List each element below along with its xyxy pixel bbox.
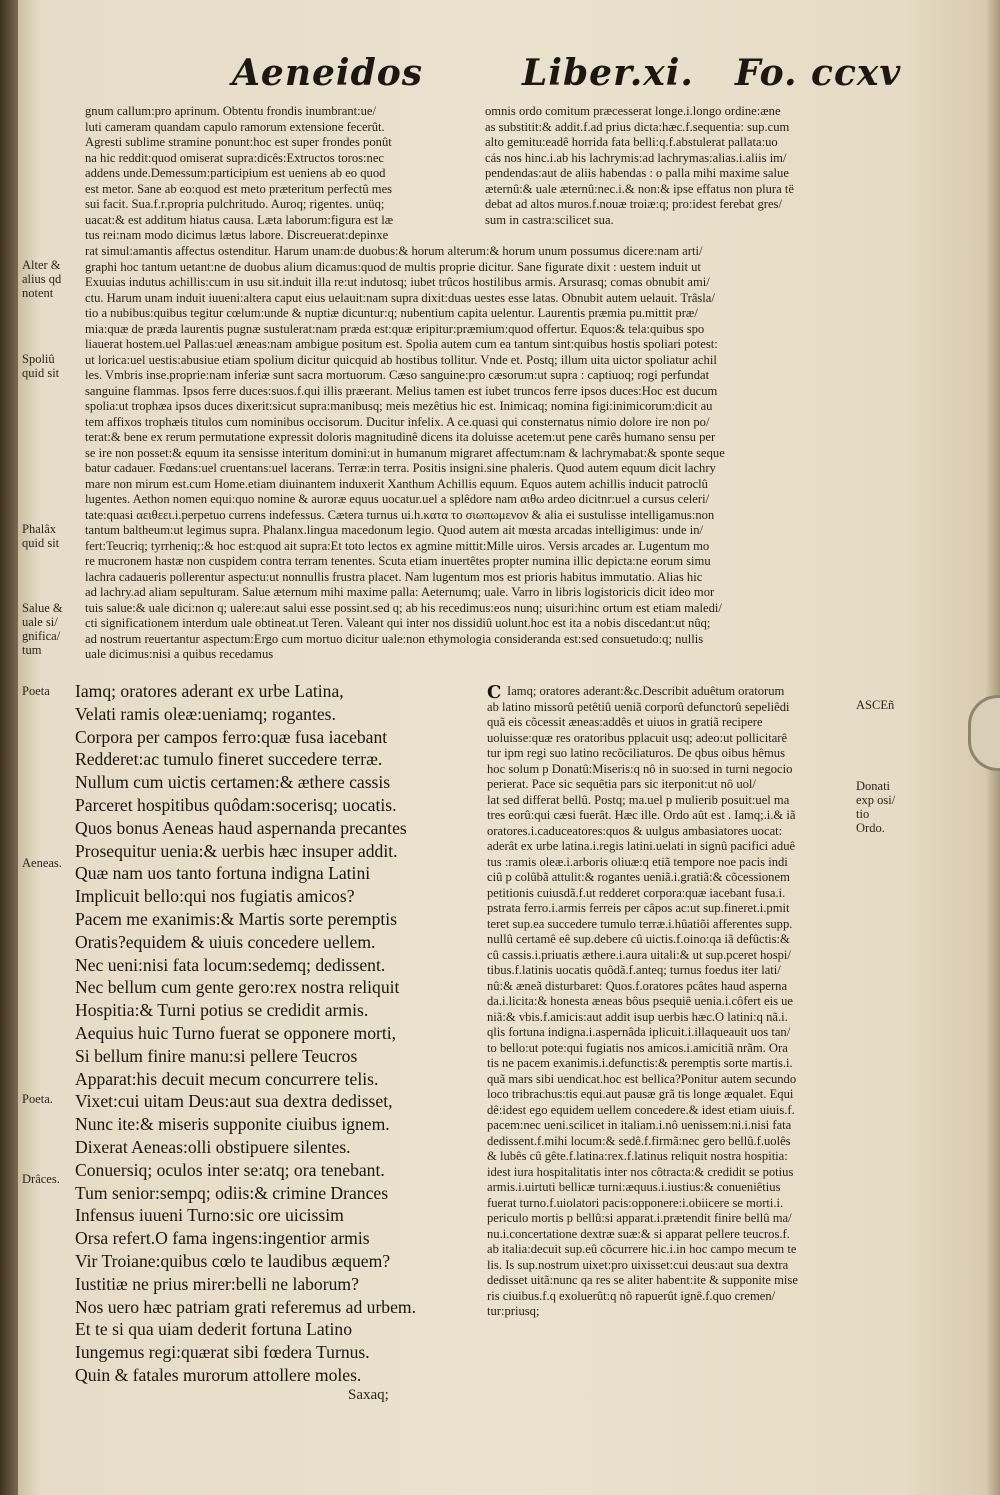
commentary-line: sui facit. Sua.f.r.propria pulchritudo. Auroq; rigentes. unüq; <box>85 197 385 211</box>
verse-line: Implicuit bello:qui nos fugiatis amicos? <box>75 886 355 907</box>
margin-note <box>22 684 50 698</box>
verse-line: Tum senior:sempq; odiis:& crimine Drances <box>75 1182 389 1203</box>
verse-line: Nunc ite:& miseris supponite ciuibus ignem. <box>75 1114 390 1135</box>
commentary-line: ad lachry.ad aliam sepulturam. Salue æternum mihi maxime palla: Aeternumq; uale. Varro in libris logistoricis dicit ideo mor <box>85 585 715 599</box>
folio-number: Fo. ccxv <box>735 52 902 94</box>
commentary-line: æternû:& uale æternû:nec.i.& non:& ipse effatus non plura të <box>485 181 794 196</box>
commentary-line: luti cameram quandam capulo ramorum extensione fecerût. <box>85 119 385 134</box>
commentary-line: nu.i.concertatione dextræ suæ:& si apparat pellere teucros.f. <box>487 1226 790 1241</box>
commentary-line: uacat:& est additum hiatus causa. Læta laborum:figura est læ <box>85 212 394 227</box>
commentary-line: uale dicimus:nisi a quibus recedamus <box>85 647 274 661</box>
commentary-line: liauerat hostem.uel Pallas:uel æneas:nam ambigue positum est. Spolia autem cum ea tantum sint:quibus hostis spoliari potest: <box>85 337 718 351</box>
commentary-line: da.i.licita:& honesta æneas bôus psequiê uenia.i.côfert eis ue <box>487 994 794 1008</box>
commentary-line: batur cadauer. Fœdans:uel cruentans:uel lacerans. Terræ:in terra. Positis insigni.sine phaleris. Quod autem equum dicit lachry <box>85 461 716 475</box>
verse-line: Vixet:cui uitam Deus:aut sua dextra dedisset, <box>75 1091 393 1112</box>
margin-note <box>22 601 63 657</box>
margin-note-line: Aeneas. <box>22 856 62 870</box>
margin-note-line: Salue & <box>22 601 63 615</box>
commentary-line: cás nos hinc.i.ab his lachrymis:ad lachrymas:alias.i.aliis im/ <box>485 150 787 165</box>
margin-note <box>856 698 894 712</box>
verse-line: Conuersiq; oculos inter se:atq; ora tenebant. <box>75 1159 385 1180</box>
margin-note-line: tum <box>22 643 42 657</box>
book-number: Liber.xi. <box>522 52 694 94</box>
commentary-line: lis. Is sup.nostrum uixet:pro uixisset:cui deus:aut sua dextra <box>487 1257 789 1272</box>
commentary-line: qlis fortuna indigna.i.aspernâda iplicuit.i.illaqueauit uos tan/ <box>487 1025 791 1039</box>
commentary-line: fuerat turno.f.uiolatori pacis:opponere:i.obiicere se morti.i. <box>487 1195 784 1210</box>
verse-line: Hospitia:& Turni potius se credidit armis. <box>75 1000 369 1021</box>
commentary-line: cti significationem interdum uale obtineat.ut Teren. Valeant qui inter nos dissidiû uolunt.hoc est ita a nobis discedant:ut nûq; <box>85 616 711 630</box>
commentary-line: mare non mirum est.cum Home.etiam diuinantem induxerit Xanthum Achillis equum. Equos autem achillis inducit patroclû <box>85 476 708 491</box>
commentary-line: dedissent.f.mihi locum:& sedê.f.firmã:nec gero bellû.f.uolês <box>487 1133 791 1148</box>
catchword: Saxaq; <box>348 1387 389 1403</box>
margin-note-line: Donati <box>856 779 891 793</box>
verse-line: Pacem me exanimis:& Martis sorte peremptis <box>75 908 397 929</box>
commentary-line: omnis ordo comitum præcesserat longe.i.longo ordine:æne <box>485 104 781 118</box>
commentary-line: ris ciuibus.f.q exoluerût:q nô rapuerût ignê.f.quo cremen/ <box>487 1288 776 1303</box>
commentary-line: niã:& vbis.f.amicis:aut addit isup uerbis hæc.O latini:q nã.i. <box>487 1009 788 1024</box>
verse-line: Nec bellum cum gente gero:rex nostra reliquit <box>75 977 400 998</box>
commentary-line: as substitit:& addit.f.ad prius dicta:hæc.f.sequentia: sup.cum <box>485 119 790 134</box>
verse-line: Parceret hospitibus quôdam:socerisq; uocatis. <box>75 794 397 815</box>
margin-note-line: Phalâx <box>22 522 57 536</box>
commentary-line: ab latino missorû petêtiû ueniã corporû defunctorû sepeliêdi <box>487 699 790 714</box>
commentary-line: terat:& bene ex rerum permutatione expressit doloris magnitudinê dicens ita doluisse acetem:ut pene carês humano sensu per <box>85 430 716 444</box>
margin-note <box>22 1172 60 1186</box>
commentary-line: tuis salue:& uale dici:non q; ualere:aut salui esse possint.sed q; ab his recedimus:eos nunq; uisuri:hinc ortum est etiam maledi/ <box>85 600 722 615</box>
verse-text <box>75 680 475 1387</box>
commentary-line: rat simul:amantis affectus ostenditur. Harum unam:de duobus:& horum alterum:& horum unum possumus dicere:nam arti/ <box>85 244 703 258</box>
margin-note-line: Ordo. <box>856 821 885 835</box>
commentary-line: nullû certamê eê sup.debere cû uictis.f.oino:qa iã defûctis:& <box>487 932 790 946</box>
verse-line: Apparat:his decuit mecum concurrere telis. <box>75 1068 379 1089</box>
commentary-line: cû cassis.i.priuatis æthere.i.aura uitali:& ut sup.pceret hospi/ <box>487 947 791 962</box>
commentary-line: tio a nubibus:quibus tegitur cœlum:unde & nuptiæ dicuntur:q; nubentium capita uelentur. Laurentis præmia pu.mittit præ/ <box>85 306 698 320</box>
commentary-line: lachra cadaueris pollerentur aspectu:ut nonnullis frustra placet. Nam lugentum mos est prioris habitus immutatio. Alias hic <box>85 569 703 584</box>
commentary-line: sum in castra:scilicet sua. <box>485 212 614 227</box>
commentary-line: les. Vmbris inse.proprie:nam inferiæ sunt sacra mortuorum. Cæso sanguine:pro cæsorum:ut supra : captiuoq; rogi perfundat <box>85 368 710 382</box>
verse-line: Iamq; oratores aderant ex urbe Latina, <box>75 681 344 701</box>
verse-line: Quos bonus Aeneas haud aspernanda precantes <box>75 817 407 838</box>
verse-line: Infensus iuueni Turno:sic ore uicissim <box>75 1205 344 1226</box>
commentary-line: perierat. Pace sic sequêtia pars sic iterponit:ut nô uol/ <box>487 777 756 791</box>
commentary-line: sanguine flammas. Ipsos ferre duces:suos.f.qui illis præerant. Melius tamen est iubet truncos ferre ipsos duces:Hoc est ducum <box>85 383 718 398</box>
margin-note-line: gnifica/ <box>22 629 61 643</box>
folio-clasp-mark <box>968 695 1000 771</box>
commentary-line: re mucronem hastæ non cuspidem contra terram tenentes. Scuta etiam inuertêtes propter numina illic depicta:ne eorum simu <box>85 554 711 568</box>
margin-note-line: quid sit <box>22 536 60 550</box>
commentary-full-width <box>85 244 857 663</box>
verse-line: Nec ueni:nisi fata locum:sedemq; dedissent. <box>75 954 386 975</box>
commentary-line: quã eis cõcessit æneas:addês et uiuos in gratiã recipere <box>487 715 763 729</box>
verse-line: Vir Troiane:quibus cœlo te laudibus æquem? <box>75 1250 391 1271</box>
commentary-line: Iamq; oratores aderant:&c.Describit aduêtum oratorum <box>507 684 785 698</box>
commentary-line: nû:& æneã disturbaret: Quos.f.oratores pcâtes haud asperna <box>487 978 788 993</box>
commentary-line: mia:quæ de præda laurentis pugnæ sustulerat:nam præda est:quæ eripitur:præmium:quod offertur. Equos:& tela:quibus spo <box>85 321 705 336</box>
commentary-line: na hic reddit:quod omiserat supra:dicês:Extructos toros:nec <box>85 150 385 165</box>
margin-note <box>22 258 61 300</box>
verse-line: Orsa refert.O fama ingens:ingentior armis <box>75 1228 370 1249</box>
commentary-line: tus :ramis oleæ.i.arboris oliuæ:q etiã tempore noe pacis indi <box>487 854 788 869</box>
commentary-line: Exuuias indutus achillis:cum in usu sit.induit illa re:ut indutosq; iubet trûcos hostilibus armis. Arsurasq; comas obnubit ami/ <box>85 275 710 289</box>
verse-line: Quæ nam uos tanto fortuna indigna Latini <box>75 863 371 884</box>
margin-note-line: uale si/ <box>22 615 58 629</box>
verse-line: Iustitiæ ne prius mirer:belli ne laborum? <box>75 1273 359 1294</box>
margin-note-line: Alter & <box>22 258 61 272</box>
commentary-line: alto gemitu:eadê horrida fata belli:q.f.abstulerat pallata:uo <box>485 135 778 149</box>
commentary-line: quã mars sibi uendicat.hoc est bellica?Ponitur autem secundo <box>487 1071 797 1086</box>
commentary-line: pendendas:aut de aliis habendas : o palla mihi maxime salue <box>485 166 789 180</box>
commentary-line: armis.i.uirtuti bellicæ turni:æquus.i.iustius:& conueniêtius <box>487 1180 781 1194</box>
verse-line: Dixerat Aeneas:olli obstipuere silentes. <box>75 1136 351 1157</box>
commentary-line: idest iura hospitalitatis inter nos côtracta:& credidit se potius <box>487 1164 794 1179</box>
commentary-line: gnum callum:pro aprinum. Obtentu frondis inumbrant:ue/ <box>85 104 377 118</box>
margin-note <box>22 856 62 870</box>
margin-note-line: exp osi/ <box>856 793 896 807</box>
commentary-line: fert:Teucriq; tyrrheniq;:& hoc est:quod ait supra:Et toto lectos ex agmine mittit:Mille uiros. Versis arcades ar. Lugentum mo <box>85 538 710 553</box>
verse-line: Velati ramis oleæ:ueniamq; rogantes. <box>75 703 336 724</box>
commentary-line: & lubês cû gête.f.latina:rex.f.latinus reliquit nostra hospitia: <box>487 1149 788 1163</box>
verse-line: Iungemus regi:quærat sibi fœdera Turnus. <box>75 1342 370 1363</box>
verse-line: Prosequitur uenia:& uerbis hæc insuper addit. <box>75 840 398 861</box>
commentary-line: tate:quasi αειθεει.i.perpetuo currens indefessus. Cætera turnus ui.h.κατα το σιωπωμενον & alia ei sustulisse intelligamus:non <box>85 507 715 522</box>
commentary-line: ab italia:decuit sup.eû cõcurrere hic.i.in hoc campo mecum te <box>487 1242 797 1256</box>
commentary-line: tus rei:nam modo dicimus lætus labore. Discreuerat:depinxe <box>85 228 389 242</box>
verse-line: Aequius huic Turno fuerat se opponere morti, <box>75 1022 397 1043</box>
verse-line: Redderet:ac tumulo fineret succedere terræ. <box>75 749 383 770</box>
margin-note <box>22 352 59 380</box>
commentary-line: hoc solum p Donatû:Miseris:q nô in suo:sed in turni negocio <box>487 761 793 776</box>
commentary-line: to bello:ut pote:qui fugiatis nos amicos.i.amicitiã nrãm. Ora <box>487 1040 788 1055</box>
commentary-line: tibus.f.latinis uocatis quôdã.f.anteq; turnus foedus iter lati/ <box>487 963 781 977</box>
commentary-line: debat ad altos muros.f.nouæ troiæ:q; pro:idest ferebat gres/ <box>485 197 782 211</box>
margin-note <box>856 779 895 835</box>
commentary-right-column <box>485 104 860 228</box>
margin-note <box>22 1092 53 1106</box>
commentary-line: graphi hoc tantum uetant:ne de duobus alium dicamus:quod de multis proprie dicitur. Sane figurate dixit : uestem induit ut <box>85 259 701 274</box>
margin-note-line: Poeta <box>22 684 50 698</box>
verse-line: Si bellum finire manu:si pellere Teucros <box>75 1045 358 1066</box>
verse-line: Quin & fatales murorum attollere moles. <box>75 1364 362 1385</box>
margin-note-line: Spoliû <box>22 352 55 366</box>
verse-line: Nullum cum uictis certamen:& æthere cassis <box>75 772 391 793</box>
margin-note <box>22 522 59 550</box>
commentary-bottom <box>487 684 852 1320</box>
commentary-line: uoluisse:quæ res oratoribus pplacuit usq; adeo:ut pollicitarê <box>487 730 788 745</box>
commentary-line: ciû p colûbã attulit:& rogantes ueniã.i.gratiã:& cõcessionem <box>487 870 790 884</box>
commentary-line: spolia:ut trophæa ipsos duces dixerit:sicut supra:manibusq; meis mezêtius hic est. Inimicaq; nomina figi:inimicorum:dicit au <box>85 399 713 413</box>
commentary-left-column <box>85 104 473 244</box>
commentary-line: teret sup.ea succedere tumulo terræ.i.hûatiõi afferentes supp. <box>487 916 793 931</box>
verse-line: Corpora per campos ferro:quæ fusa iacebant <box>75 726 388 747</box>
commentary-line: lugentes. Aethon nomen equi:quo nomine & auroræ equus uocatur.uel a splêdore nam αιθω ardeo dicitnr:uel a cursus celeri/ <box>85 492 710 506</box>
commentary-line: oratores.i.caduceatores:quos & uulgus ambasiatores uocat: <box>487 823 783 838</box>
commentary-line: se ire non posset:& equum ita sensisse interitum domini:ut in humanum migraret affectum:nam & lachrymabat:& sponte seque <box>85 445 725 460</box>
commentary-line: tantum baltheum:ut legimus supra. Phalanx.lingua macedonum legio. Quod autem ait mœsta arcadas intelligimus: unde in/ <box>85 523 704 537</box>
margin-note-line: Drâces. <box>22 1172 60 1186</box>
margin-note-line: alius qd <box>22 272 62 286</box>
verse-line: Oratis?equidem & uiuis concedere uellem. <box>75 931 376 952</box>
commentary-line: tur ipm regi suo latino recõciliaturos. De qbus oibus hêmus <box>487 746 786 760</box>
commentary-line: pstrata ferro.i.armis ferreis per câpos ac:ut sup.fineret.i.pmit <box>487 901 790 915</box>
margin-note-line: notent <box>22 286 54 300</box>
commentary-line: lat sed differat bellû. Postq; ma.uel p mulierib posuit:uel ma <box>487 792 790 807</box>
margin-note-line: quid sit <box>22 366 60 380</box>
commentary-line: dedisset uitã:nunc qa res se aliter habent:ite & supponite mise <box>487 1273 798 1287</box>
commentary-line: tur:priusq; <box>487 1304 540 1318</box>
verse-line: Nos uero hæc patriam grati referemus ad urbem. <box>75 1296 416 1317</box>
commentary-line: est metor. Sane ab eo:quod est meto præteritum perfectû mes <box>85 181 393 196</box>
commentary-line: addens unde.Demessum:participium est ueniens ab eo quod <box>85 166 386 180</box>
book-binding <box>0 0 18 1495</box>
paragraph-mark: C <box>487 682 502 703</box>
commentary-line: loco tribrachus:tis equi.aut pausæ grã tis longe æqualet. Equi <box>487 1087 794 1101</box>
commentary-line: ad nostrum reuertantur aspectum:Ergo cum mortuo dicitur uale:non ethymologia consideranda est:sed consuetudo:q; nullis <box>85 631 704 646</box>
commentary-line: petitionis cuiusdã.f.ut redderet corpora:quæ iacebant fusa.i. <box>487 885 786 900</box>
margin-note-line: tio <box>856 807 870 821</box>
running-title: Aeneidos <box>232 52 424 94</box>
margin-note-line: Poeta. <box>22 1092 53 1106</box>
commentary-line: tres eorû:qui cæsi fuerât. Hæc ille. Ordo aût est . Iamq;.i.& iã <box>487 808 796 822</box>
commentary-line: Agresti sublime stramine ponunt:hoc est super frondes ponût <box>85 135 392 149</box>
commentary-line: ctu. Harum unam induit iuueni:altera caput eius uelauit:nam supra dixit:duas uestes esse latas. Obnubit autem uelauit. Trâsla/ <box>85 290 715 305</box>
commentary-line: tis ne pacem exanimis.i.defunctis:& peremptis sorte martis.i. <box>487 1056 793 1070</box>
commentary-line: aderât ex urbe latina.i.regis latini.uelati in signû pacifici aduê <box>487 839 796 853</box>
verse-line: Et te si qua uiam dederit fortuna Latino <box>75 1319 353 1340</box>
margin-note-line: ASCEñ <box>856 698 895 712</box>
commentary-line: dê:idest ego equidem uellem concedere.& idest etiam uiuis.f. <box>487 1102 795 1117</box>
commentary-line: pacem:nec ueni.scilicet in italiam.i.nô uenissem:ni.i.nisi fata <box>487 1118 792 1132</box>
commentary-line: tem affixos trophæis titulos cum nominibus occisorum. Ducitur infelix. A ce.quasi qui consternatus nimio dolore ire non po/ <box>85 414 710 429</box>
commentary-line: ut lorica:uel uestis:abusiue etiam spolium dicitur quicquid ab hostibus tollitur. Vnde et. Postq; illum uita uictor spoliatur achil <box>85 352 717 367</box>
commentary-line: periculo mortis p bellû:si apparat.i.prætendit finire bellû ma/ <box>487 1211 792 1225</box>
